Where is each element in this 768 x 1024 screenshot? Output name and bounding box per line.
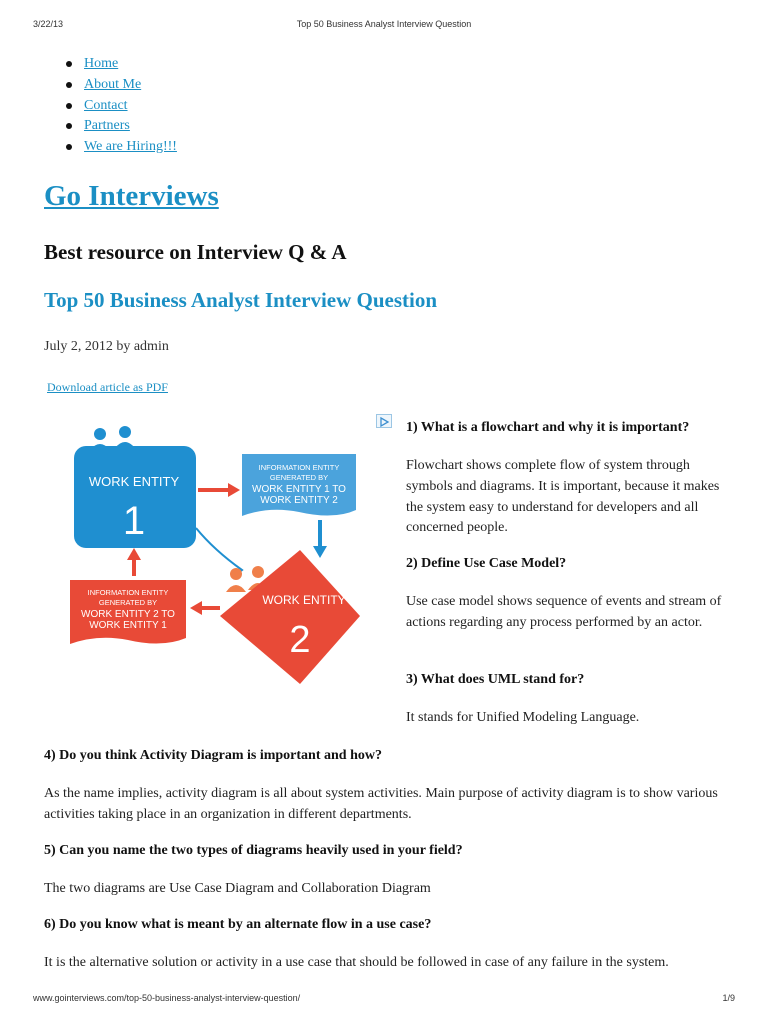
answer-3: It stands for Unified Modeling Language. [406, 710, 640, 725]
question-6: 6) Do you know what is meant by an alternate flow in a use case? [44, 917, 432, 932]
print-footer [0, 993, 768, 1007]
nav-item-home [66, 54, 177, 75]
info-entity-1-line-4: WORK ENTITY 2 [260, 495, 338, 506]
question-4: 4) Do you think Activity Diagram is important and how? [44, 748, 382, 763]
info-entity-2-line-2: GENERATED BY [98, 598, 158, 607]
person-icon [230, 568, 242, 580]
nav-item-about [66, 75, 177, 96]
info-entity-1-line-3: WORK ENTITY 1 TO [252, 484, 346, 495]
nav-item-partners [66, 116, 177, 137]
site-tagline: Best resource on Interview Q & A [44, 240, 347, 264]
nav-item-hiring [66, 137, 177, 158]
work-entity-2-label: WORK ENTITY [262, 593, 346, 607]
question-5: 5) Can you name the two types of diagrams heavily used in your field? [44, 843, 463, 858]
question-1: 1) What is a flowchart and why it is important? [406, 420, 690, 435]
arrow-left-head [190, 601, 202, 615]
nav-link-contact[interactable]: Contact [84, 97, 128, 113]
post-meta: July 2, 2012 by admin [44, 339, 169, 354]
answer-6: It is the alternative solution or activity in a use case that should be followed in case of any failure in the system. [44, 955, 669, 970]
answer-1: Flowchart shows complete flow of system through symbols and diagrams. It is important, because it makes the system easy to understand for developers and all concerned people. [406, 458, 720, 536]
work-entity-2-number: 2 [289, 619, 311, 661]
question-2: 2) Define Use Case Model? [406, 556, 567, 571]
person-icon [119, 426, 131, 438]
nav-link-hiring[interactable]: We are Hiring!!! [84, 139, 177, 155]
print-page-count: 1/9 [722, 993, 735, 1003]
info-entity-2-line-4: WORK ENTITY 1 [89, 620, 167, 631]
work-entity-1-label: WORK ENTITY [88, 474, 180, 489]
nav-link-home[interactable]: Home [84, 56, 119, 71]
answer-2: Use case model shows sequence of events and stream of actions regarding any process performed by an actor. [406, 594, 722, 630]
print-url: www.gointerviews.com/top-50-business-analyst-interview-question/ [33, 993, 301, 1003]
nav-link-about[interactable]: About Me [84, 76, 142, 92]
info-entity-2-line-1: INFORMATION ENTITY [87, 588, 169, 597]
question-3: 3) What does UML stand for? [406, 672, 585, 687]
answer-4: As the name implies, activity diagram is all about system activities. Main purpose of activity diagram is to show various activities taking place in an organization in different departments. [44, 786, 718, 822]
info-entity-1-line-2: GENERATED BY [269, 473, 329, 482]
nav-item-contact [66, 96, 177, 117]
person-icon [226, 585, 246, 592]
arrow-down-head [313, 546, 327, 558]
person-icon [252, 566, 264, 578]
info-entity-1-line-1: INFORMATION ENTITY [258, 463, 340, 472]
arrow-right-head [228, 483, 240, 497]
main-nav [66, 54, 177, 158]
download-pdf-link[interactable]: Download article as PDF [47, 380, 168, 394]
work-entity-1-number: 1 [122, 499, 146, 543]
nav-link-partners[interactable]: Partners [84, 118, 130, 134]
post-title: Top 50 Business Analyst Interview Question [44, 288, 438, 312]
print-title: Top 50 Business Analyst Interview Question [296, 19, 472, 29]
ad-choices-icon[interactable] [376, 414, 392, 428]
site-title-link[interactable]: Go Interviews [44, 180, 219, 212]
answer-5: The two diagrams are Use Case Diagram and Collaboration Diagram [44, 881, 431, 896]
workflow-diagram [64, 420, 374, 700]
person-icon [94, 428, 106, 440]
print-date: 3/22/13 [33, 19, 64, 29]
arrow-up-head [127, 548, 141, 560]
info-entity-2-line-3: WORK ENTITY 2 TO [81, 609, 175, 620]
print-header [0, 19, 768, 33]
